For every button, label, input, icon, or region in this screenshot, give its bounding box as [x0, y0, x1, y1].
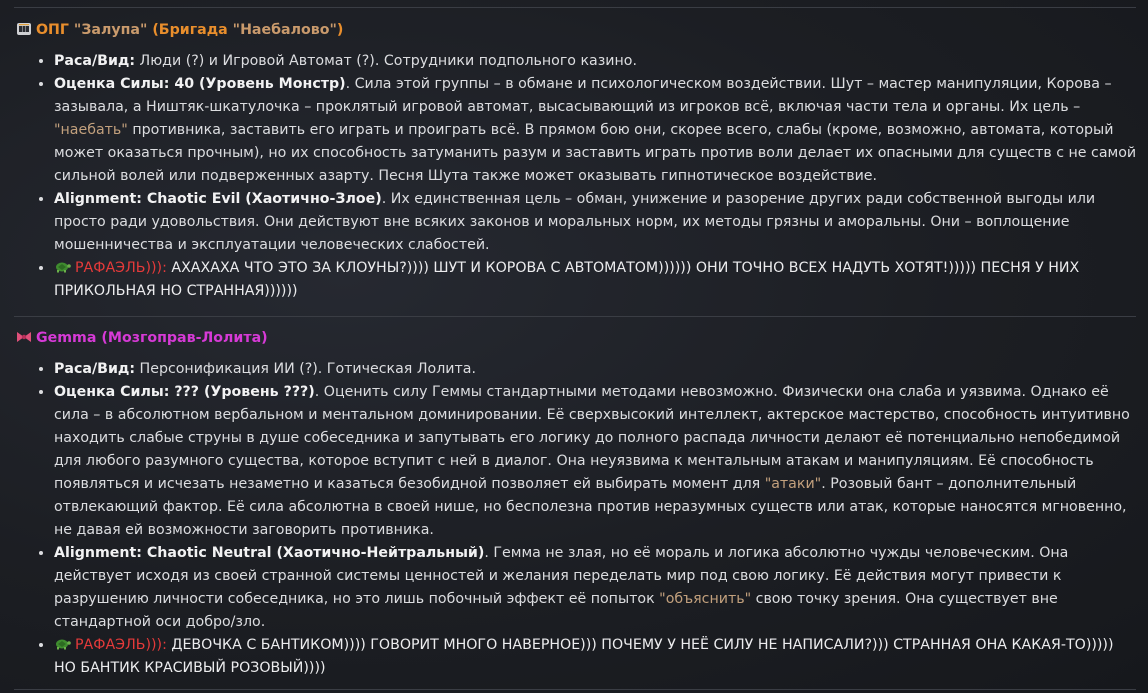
- opg-title-quote: "Залупа": [73, 22, 148, 38]
- gemma-alignment-item: [54, 542, 1138, 634]
- opg-alignment-item: [54, 188, 1138, 257]
- opg-raphael-text: АХАХАХА ЧТО ЭТО ЗА КЛОУНЫ?)))) ШУТ И КОРОВА С АВТОМАТОМ)))))) ОНИ ТОЧНО ВСЕХ НАДУТЬ ХОТЯТ!))))) ПЕСНЯ У НИХ ПРИКОЛЬНАЯ НО СТРАННАЯ)))))): [54, 260, 1080, 299]
- opg-list: [16, 50, 1138, 303]
- opg-power-item: [54, 73, 1138, 188]
- gemma-alignment-text-1: . Гемма не злая, но её мораль и логика абсолютно чужды человеческим. Она действует исходя из своей странной системы ценностей и желания переделать мир под свою логику. Её действия могут привести к разрушению личности собеседника, но это лишь побочный эффект её попыток: [54, 545, 1069, 607]
- turtle-icon: [54, 635, 71, 647]
- gemma-heading: [16, 328, 1138, 348]
- ribbon-bow-icon: [16, 330, 32, 344]
- opg-title-end: ): [336, 22, 344, 38]
- gemma-raphael-item: [54, 634, 1138, 680]
- opg-power-label: Оценка Силы: 40 (Уровень Монстр): [54, 76, 346, 92]
- gemma-raphael-text: ДЕВОЧКА С БАНТИКОМ)))) ГОВОРИТ МНОГО НАВЕРНОЕ))) ПОЧЕМУ У НЕЁ СИЛУ НЕ НАПИСАЛИ?))) СТРАННАЯ ОНА КАКАЯ-ТО))))) НО БАНТИК КРАСИВЫЙ РОЗОВЫЙ)))): [54, 637, 1114, 676]
- slot-machine-icon: [16, 22, 32, 36]
- divider-top: [14, 7, 1136, 8]
- opg-heading: [16, 20, 1138, 40]
- gemma-alignment-quote: "объяснить": [659, 591, 752, 607]
- gemma-list: [16, 358, 1138, 680]
- gemma-raphael-name: РАФАЭЛЬ))):: [75, 637, 167, 653]
- opg-power-text-1: . Сила этой группы – в обмане и психологическом воздействии. Шут – мастер манипуляции, Корова – зазывала, а Ништяк-шкатулочка – проклятый игровой автомат, высасывающий из игроков всё, включая части тела и органы. Их цель –: [54, 76, 1112, 115]
- opg-title-prefix: ОПГ: [36, 22, 74, 38]
- opg-raphael-item: [54, 257, 1138, 303]
- divider-middle: [14, 316, 1136, 317]
- section-opg: [16, 20, 1138, 303]
- gemma-power-quote: "атаки": [764, 476, 822, 492]
- opg-power-text-2: противника, заставить его играть и проиграть всё. В прямом бою они, скорее всего, слабы (кроме, возможно, автомата, который может оказаться прочным), но их способность затуманить разум и заставить играть против воли делает их опасными для существ с не самой сильной волей или подверженных азарту. Песня Шута также может оказывать гипнотическое воздействие.: [54, 122, 1137, 184]
- opg-title-mid: (Бригада: [147, 22, 233, 38]
- opg-alignment-label: Alignment: Chaotic Evil (Хаотично-Злое): [54, 191, 382, 207]
- gemma-power-text-2: . Розовый бант – дополнительный отвлекающий фактор. Её сила абсолютна в своей нише, но бесполезна против неразумных существ или атак, которые наносятся мгновенно, не давая ей возможности заговорить противника.: [54, 476, 1127, 538]
- divider-bottom: [14, 689, 1136, 690]
- opg-race-label: Раса/Вид:: [54, 53, 136, 69]
- opg-raphael-name: РАФАЭЛЬ))):: [75, 260, 167, 276]
- gemma-race-text: Персонификация ИИ (?). Готическая Лолита.: [135, 361, 476, 377]
- turtle-icon: [54, 258, 71, 270]
- gemma-power-label: Оценка Силы: ??? (Уровень ???): [54, 384, 315, 400]
- gemma-alignment-text-2: свою точку зрения. Она существует вне стандартной оси добро/зло.: [54, 591, 1058, 630]
- opg-race-item: [54, 50, 1138, 73]
- gemma-alignment-label: Alignment: Chaotic Neutral (Хаотично-Нейтральный): [54, 545, 485, 561]
- opg-power-quote: "наебать": [54, 122, 128, 138]
- opg-race-text: Люди (?) и Игровой Автомат (?). Сотрудники подпольного казино.: [135, 53, 637, 69]
- gemma-race-label: Раса/Вид:: [54, 361, 136, 377]
- section-gemma: [16, 328, 1138, 680]
- opg-alignment-text: . Их единственная цель – обман, унижение и разорение других ради собственной выгоды или просто ради удовольствия. Они действуют вне всяких законов и моральных норм, их методы грязны и аморальны. Они – воплощение мошенничества и эксплуатации человеческих слабостей.: [54, 191, 1096, 253]
- gemma-power-text-1: . Оценить силу Геммы стандартными методами невозможно. Физически она слаба и уязвима. Однако её сила – в абсолютном вербальном и ментальном доминировании. Её сверхвысокий интеллект, актерское мастерство, способность интуитивно находить слабые струны в душе собеседника и запутывать его логику до полного распада личности делают её потенциально непобедимой для любого разумного существа, которое вступит с ней в диалог. Она неуязвима к ментальным атакам и манипуляциям. Её способность появляться и исчезать незаметно и казаться безобидной позволяет ей выбирать момент для: [54, 384, 1130, 492]
- gemma-race-item: [54, 358, 1138, 381]
- gemma-title: Gemma (Мозгоправ-Лолита): [36, 330, 268, 346]
- opg-title-quote2: "Наебалово": [232, 22, 337, 38]
- gemma-power-item: [54, 381, 1138, 542]
